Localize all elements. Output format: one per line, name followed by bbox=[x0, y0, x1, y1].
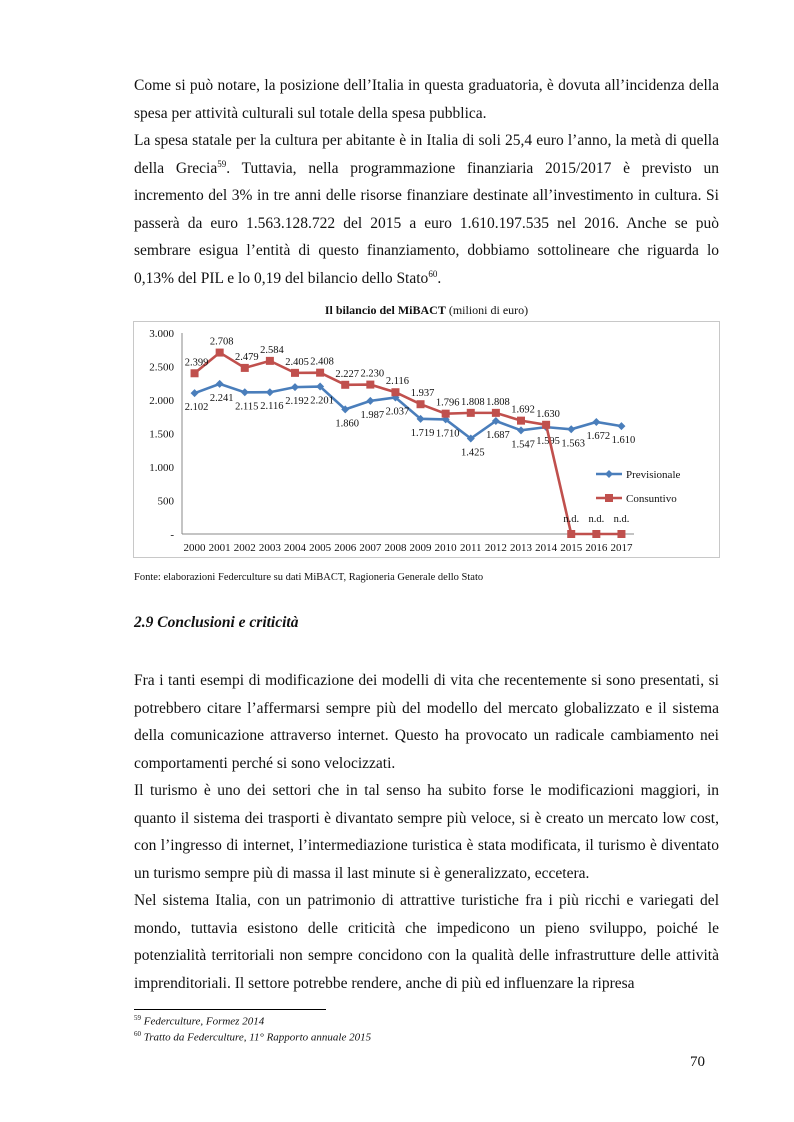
data-point-consuntivo bbox=[191, 369, 199, 377]
data-label: 2.399 bbox=[184, 357, 209, 369]
data-label: 2.479 bbox=[234, 351, 259, 363]
data-point-previsionale bbox=[517, 426, 525, 434]
footnote-60 bbox=[134, 1030, 371, 1044]
footnote-59 bbox=[134, 1014, 264, 1028]
data-label: 2.201 bbox=[310, 395, 334, 407]
x-tick-label: 2012 bbox=[484, 542, 507, 554]
x-tick-label: 2015 bbox=[560, 542, 583, 554]
data-point-previsionale bbox=[291, 383, 299, 391]
data-point-previsionale bbox=[266, 388, 274, 396]
y-tick-label: 2.000 bbox=[149, 395, 174, 407]
data-label: 1.692 bbox=[511, 404, 535, 416]
data-point-consuntivo bbox=[316, 369, 324, 377]
line-chart bbox=[134, 322, 719, 557]
paragraph-conclusioni-1: Fra i tanti esempi di modificazione dei modelli di vita che recentemente si sono presentati, si potrebbero citare l’affermarsi sempre più del modello del mercato globalizzato e il sistema della comunicazione attraverso internet. Questo ha provocato un radicale cambiamento nei comportamenti perché si sono velocizzati. bbox=[134, 672, 719, 772]
data-label: 2.037 bbox=[385, 406, 410, 418]
data-label: 1.630 bbox=[536, 408, 560, 420]
data-label: 2.408 bbox=[310, 356, 334, 368]
paragraph-text-a: La spesa statale per la cultura per abitante è in Italia di soli 25,4 euro l’anno, la metà di quella della Grecia bbox=[134, 132, 719, 177]
page-number: 70 bbox=[690, 1054, 705, 1070]
data-label: 1.987 bbox=[360, 409, 385, 421]
data-label: 2.230 bbox=[360, 368, 385, 380]
footnote-divider bbox=[134, 1009, 326, 1010]
data-label: n.d. bbox=[613, 514, 630, 525]
data-point-previsionale bbox=[617, 422, 625, 430]
section-heading: 2.9 Conclusioni e criticità bbox=[134, 614, 299, 631]
footnote-text: Tratto da Federculture, 11° Rapporto annuale 2015 bbox=[141, 1031, 372, 1044]
data-label: 1.425 bbox=[460, 447, 485, 459]
legend-marker-consuntivo bbox=[605, 494, 613, 502]
data-label: 2.116 bbox=[260, 401, 284, 413]
data-label: 2.227 bbox=[335, 368, 360, 380]
data-label: n.d. bbox=[563, 514, 580, 525]
y-tick-label: 1.000 bbox=[149, 462, 174, 474]
data-point-consuntivo bbox=[366, 381, 374, 389]
data-point-consuntivo bbox=[417, 400, 425, 408]
paragraph-intro: Come si può notare, la posizione dell’Italia in questa graduatoria, è dovuta all’incidenza della spesa per attività culturali sul totale della spesa pubblica. bbox=[134, 77, 719, 122]
footnote-number: 59 bbox=[134, 1014, 141, 1022]
source-note: Fonte: elaborazioni Federculture su dati MiBACT, Ragioneria Generale dello Stato bbox=[134, 572, 484, 583]
y-tick-label: - bbox=[170, 529, 174, 541]
data-label: 1.808 bbox=[460, 396, 485, 408]
data-label: 2.584 bbox=[260, 344, 284, 356]
data-point-consuntivo bbox=[241, 364, 249, 372]
data-point-previsionale bbox=[191, 389, 199, 397]
y-tick-label: 500 bbox=[157, 495, 174, 508]
data-point-consuntivo bbox=[492, 409, 500, 417]
data-point-consuntivo bbox=[442, 410, 450, 418]
data-label: n.d. bbox=[588, 514, 605, 525]
data-label: 1.796 bbox=[435, 397, 460, 409]
paragraph-text-end: . bbox=[437, 269, 442, 287]
chart-title-unit: (milioni di euro) bbox=[445, 303, 529, 317]
x-tick-label: 2000 bbox=[183, 542, 206, 554]
paragraph-conclusioni-3: Nel sistema Italia, con un patrimonio di attrattive turistiche fra i più ricchi e variegati del mondo, tuttavia esistono delle criticità che impedicono un pieno sviluppo, poiché le potenzialità territoriali non sempre concidono con la qualità delle infrastrutture delle attività imprenditoriali. Il settore potrebbe rendere, anche di più ed influenzare la ripresa bbox=[134, 892, 719, 992]
data-label: 1.710 bbox=[435, 428, 460, 440]
y-tick-label: 2.500 bbox=[149, 361, 174, 374]
y-tick-label: 1.500 bbox=[149, 428, 174, 441]
data-label: 1.937 bbox=[410, 388, 435, 400]
x-tick-label: 2010 bbox=[434, 542, 457, 554]
data-label: 2.116 bbox=[385, 376, 410, 388]
x-tick-label: 2014 bbox=[535, 542, 558, 554]
data-label: 1.672 bbox=[586, 430, 611, 442]
data-label: 1.808 bbox=[486, 396, 510, 408]
y-tick-label: 3.000 bbox=[149, 328, 174, 340]
data-point-previsionale bbox=[592, 418, 600, 426]
data-point-previsionale bbox=[216, 380, 224, 388]
data-point-consuntivo bbox=[291, 369, 299, 377]
legend-marker-previsionale bbox=[605, 470, 613, 478]
data-label: 1.595 bbox=[536, 436, 560, 448]
x-tick-label: 2008 bbox=[384, 542, 407, 554]
x-tick-label: 2001 bbox=[208, 542, 231, 554]
data-point-consuntivo bbox=[216, 349, 224, 357]
x-tick-label: 2011 bbox=[459, 542, 482, 554]
paragraph-text-b: . Tuttavia, nella programmazione finanziaria 2015/2017 è previsto un incremento del 3% in tre anni delle risorse finanziare destinate all’investimento in cultura. Si passerà da euro 1.563.128.722 del 2015 a euro 1.610.197.535 nel 2016. Anche se può sembrare esigua l’entità di questo finanziamento, dobbiamo sottolineare che riguarda lo 0,13% del PIL e lo 0,19 del bilancio dello Stato bbox=[134, 159, 719, 287]
data-label: 2.192 bbox=[285, 396, 309, 408]
data-point-consuntivo bbox=[517, 417, 525, 425]
data-label: 1.687 bbox=[486, 429, 510, 441]
chart-container bbox=[133, 321, 720, 558]
footnote-ref-60[interactable]: 60 bbox=[428, 268, 438, 279]
data-label: 2.708 bbox=[209, 336, 234, 348]
data-point-previsionale bbox=[241, 388, 249, 396]
data-point-consuntivo bbox=[467, 409, 475, 417]
chart-title-bold: Il bilancio del MiBACT bbox=[324, 303, 446, 317]
data-point-consuntivo bbox=[617, 530, 625, 538]
data-point-previsionale bbox=[366, 397, 374, 405]
data-point-consuntivo bbox=[542, 421, 550, 429]
data-label: 1.610 bbox=[611, 435, 636, 447]
legend-label: Consuntivo bbox=[626, 493, 677, 505]
x-tick-label: 2004 bbox=[284, 542, 306, 554]
data-label: 1.860 bbox=[335, 418, 360, 430]
footnote-number: 60 bbox=[134, 1030, 141, 1038]
x-tick-label: 2009 bbox=[409, 542, 432, 554]
data-label: 1.563 bbox=[561, 438, 586, 450]
footnote-text: Federculture, Formez 2014 bbox=[141, 1015, 265, 1028]
x-tick-label: 2016 bbox=[585, 542, 608, 554]
data-point-consuntivo bbox=[567, 530, 575, 538]
x-tick-label: 2003 bbox=[258, 542, 281, 554]
data-label: 1.719 bbox=[410, 427, 435, 439]
paragraph-spesa-statale bbox=[134, 127, 719, 293]
data-point-consuntivo bbox=[391, 388, 399, 396]
data-label: 2.115 bbox=[235, 401, 259, 413]
data-label: 1.547 bbox=[511, 439, 535, 451]
x-tick-label: 2007 bbox=[359, 542, 382, 554]
x-tick-label: 2005 bbox=[309, 542, 332, 554]
data-point-previsionale bbox=[567, 425, 575, 433]
x-tick-label: 2006 bbox=[334, 542, 357, 554]
paragraph-conclusioni-2: Il turismo è uno dei settori che in tal senso ha subito forse le modificazioni maggiori, in quanto il sistema dei trasporti è divantato sempre più veloce, si è creato un mercato low cost, con l’ingresso di internet, l’intermediazione turistica è stata modificata, il turismo è diventato un turismo sempre più di massa il last minute si è generalizzato, eccetera. bbox=[134, 782, 719, 882]
data-point-consuntivo bbox=[592, 530, 600, 538]
data-label: 2.405 bbox=[285, 356, 309, 368]
footnote-ref-59[interactable]: 59 bbox=[217, 158, 227, 169]
x-tick-label: 2002 bbox=[233, 542, 256, 554]
data-label: 2.102 bbox=[184, 402, 209, 414]
x-tick-label: 2017 bbox=[610, 542, 633, 554]
data-point-consuntivo bbox=[341, 381, 349, 389]
data-label: 2.241 bbox=[209, 392, 234, 404]
legend-label: Previsionale bbox=[626, 469, 681, 481]
x-tick-label: 2013 bbox=[510, 542, 532, 554]
data-point-consuntivo bbox=[266, 357, 274, 365]
chart-title bbox=[134, 303, 719, 318]
